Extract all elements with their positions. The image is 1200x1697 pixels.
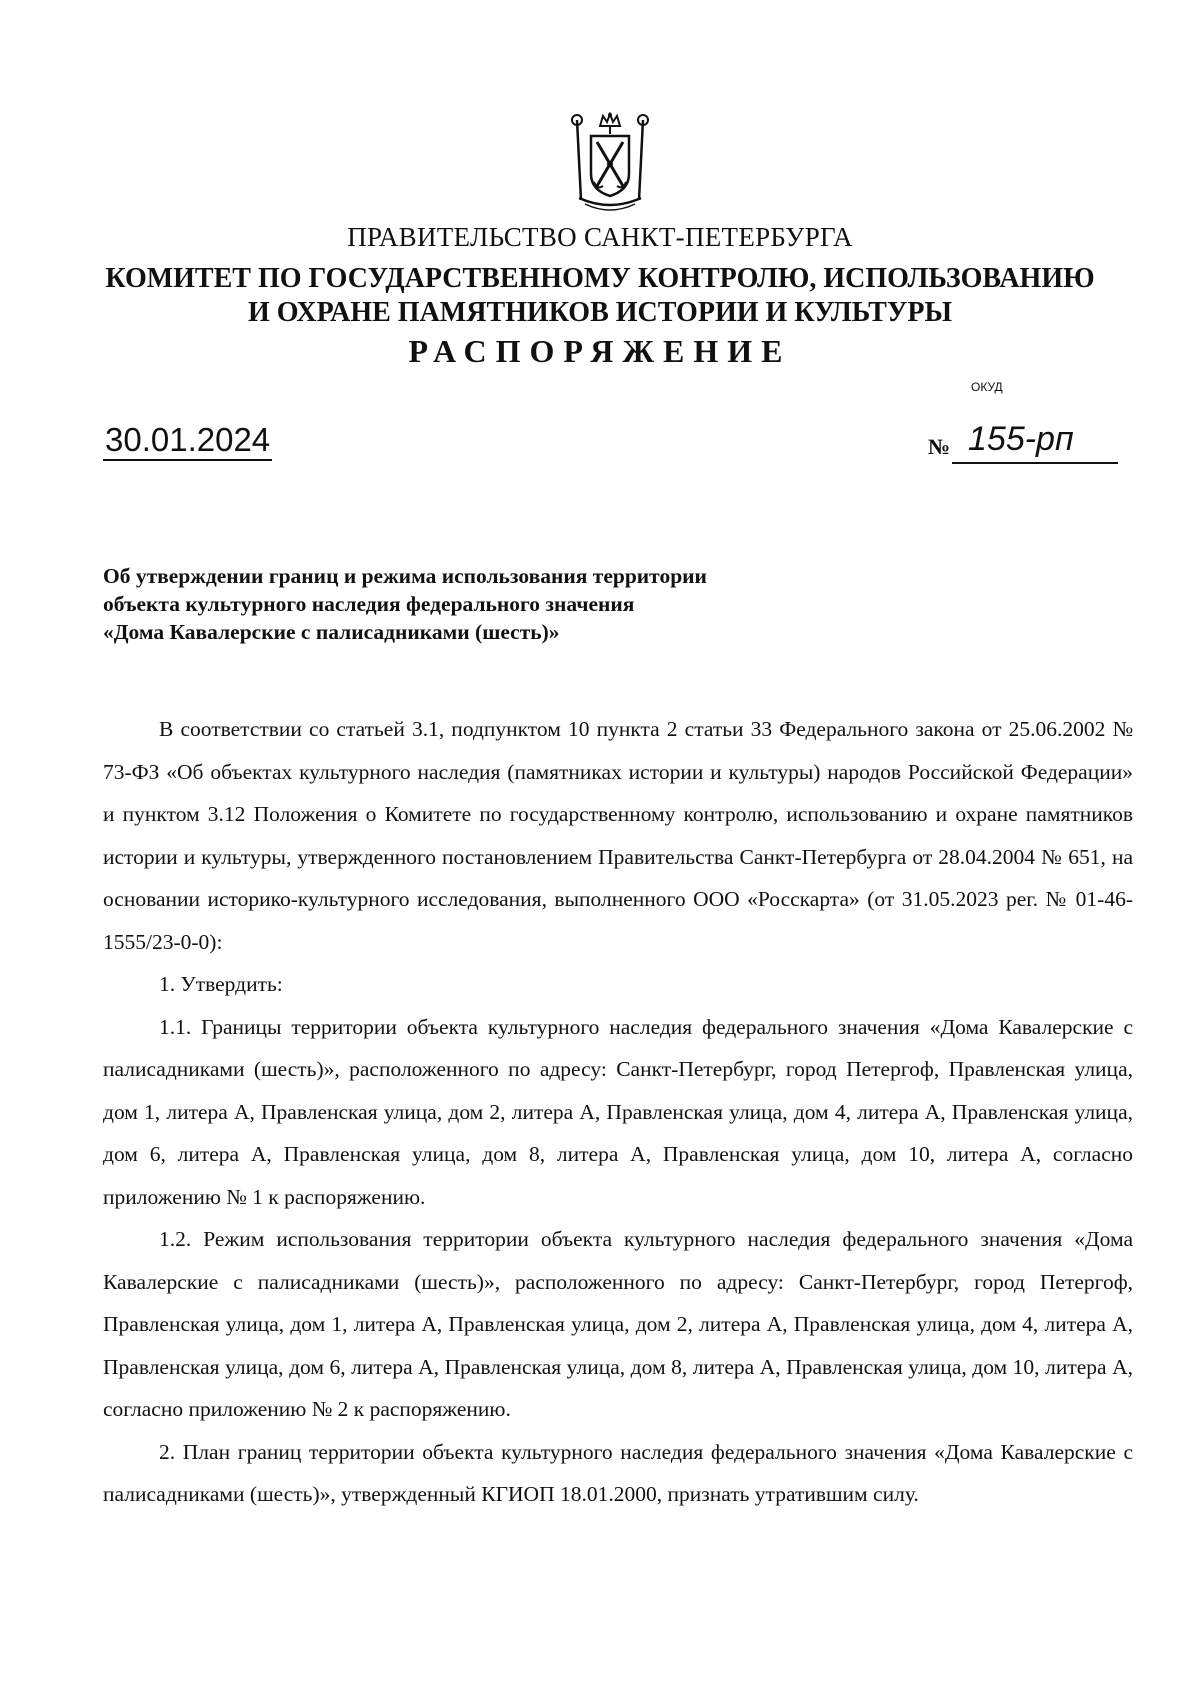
subject-line-2: объекта культурного наследия федерального значения — [103, 592, 635, 616]
order-body — [103, 708, 1133, 1516]
order-number-value: 155-рп — [968, 420, 1074, 458]
subject-line-3: «Дома Кавалерские с палисадниками (шесть)» — [103, 620, 560, 644]
subject-line-1: Об утверждении границ и режима использования территории — [103, 564, 707, 588]
committee-name — [0, 262, 1200, 330]
number-underline — [952, 462, 1118, 464]
order-number — [928, 420, 1118, 466]
clause-1-2: 1.2. Режим использования территории объекта культурного наследия федерального значения «Дома Кавалерские с палисадниками (шесть)», расположенного по адресу: Санкт-Петербург, город Петергоф, Правленская улица, дом 1, литера А, Правленская улица, дом 2, литера А, Правленская улица, дом 4, литера А, Правленская улица, дом 6, литера А, Правленская улица, дом 8, литера А, Правленская улица, дом 10, литера А, согласно приложению № 2 к распоряжению. — [103, 1227, 1133, 1421]
number-sign: № — [928, 434, 951, 459]
clause-2: 2. План границ территории объекта культурного наследия федерального значения «Дома Кавалерские с палисадниками (шесть)», утвержденный КГИОП 18.01.2000, признать утратившим силу. — [103, 1439, 1133, 1506]
government-name: ПРАВИТЕЛЬСТВО САНКТ-ПЕТЕРБУРГА — [347, 222, 853, 252]
preamble-paragraph: В соответствии со статьей 3.1, подпунктом 10 пункта 2 статьи 33 Федерального закона от 25.06.2002 № 73-ФЗ «Об объектах культурного наследия (памятниках истории и культуры) народов Российской Федерации» и пунктом 3.12 Положения о Комитете по государственному контролю, использованию и охране памятников истории и культуры, утвержденного постановлением Правительства Санкт-Петербурга от 28.04.2004 № 651, на основании историко-культурного исследования, выполненного ООО «Росскарта» (от 31.05.2023 рег. № 01-46-1555/23-0-0): — [103, 717, 1133, 954]
okud-label: ОКУД — [971, 380, 1003, 394]
clause-1-1: 1.1. Границы территории объекта культурного наследия федерального значения «Дома Кавалерские с палисадниками (шесть)», расположенного по адресу: Санкт-Петербург, город Петергоф, Правленская улица, дом 1, литера А, Правленская улица, дом 2, литера А, Правленская улица, дом 4, литера А, Правленская улица, дом 6, литера А, Правленская улица, дом 8, литера А, Правленская улица, дом 10, литера А, согласно приложению № 1 к распоряжению. — [103, 1014, 1133, 1209]
clause-1: 1. Утвердить: — [159, 972, 283, 996]
committee-line-2: И ОХРАНЕ ПАМЯТНИКОВ ИСТОРИИ И КУЛЬТУРЫ — [248, 297, 952, 328]
order-subject — [103, 562, 883, 646]
document-type-title: РАСПОРЯЖЕНИЕ — [408, 333, 792, 369]
coat-of-arms-icon — [567, 112, 653, 212]
committee-line-1: КОМИТЕТ ПО ГОСУДАРСТВЕННОМУ КОНТРОЛЮ, ИСПОЛЬЗОВАНИЮ — [105, 263, 1095, 294]
order-date: 30.01.2024 — [103, 422, 272, 461]
